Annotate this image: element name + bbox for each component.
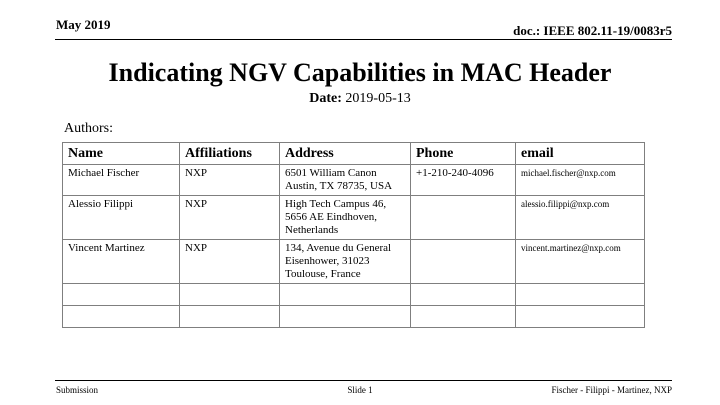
author-email: michael.fischer@nxp.com	[516, 165, 645, 196]
footer-submission: Submission	[56, 385, 99, 395]
column-header-email: email	[516, 143, 645, 165]
table-row-empty	[63, 284, 645, 306]
author-address	[280, 240, 411, 284]
author-address	[280, 196, 411, 240]
address-line: 6501 William Canon	[285, 167, 377, 179]
address-line: Netherlands	[285, 224, 339, 236]
author-phone	[411, 240, 516, 284]
table-row	[63, 240, 645, 284]
author-phone: +1-210-240-4096	[411, 165, 516, 196]
author-phone	[411, 196, 516, 240]
address-line: Eisenhower, 31023	[285, 255, 370, 267]
column-header-affiliations: Affiliations	[180, 143, 280, 165]
table-row	[63, 196, 645, 240]
address-line: 134, Avenue du General	[285, 242, 392, 254]
authors-label: Authors:	[64, 121, 113, 136]
column-header-address: Address	[280, 143, 411, 165]
footer-slide-number: Slide 1	[347, 385, 373, 395]
address-line: High Tech Campus 46,	[285, 198, 387, 210]
column-header-name: Name	[63, 143, 180, 165]
table-header-row	[63, 143, 645, 165]
footer-rule	[55, 380, 672, 381]
footer-authors: Fischer - Filippi - Martinez, NXP	[551, 385, 672, 395]
author-address	[280, 165, 411, 196]
address-line: Austin, TX 78735, USA	[285, 180, 393, 192]
author-email: alessio.filippi@nxp.com	[516, 196, 645, 240]
author-name: Michael Fischer	[63, 165, 180, 196]
address-line: 5656 AE Eindhoven,	[285, 211, 377, 223]
header-date: May 2019	[56, 17, 111, 32]
date-label: Date:	[309, 91, 342, 106]
header-doc-id: doc.: IEEE 802.11-19/0083r5	[513, 23, 672, 38]
date-value: 2019-05-13	[345, 91, 411, 106]
author-name: Vincent Martinez	[63, 240, 180, 284]
header-rule	[55, 39, 672, 40]
column-header-phone: Phone	[411, 143, 516, 165]
author-email: vincent.martinez@nxp.com	[516, 240, 645, 284]
author-affiliation: NXP	[180, 196, 280, 240]
author-name: Alessio Filippi	[63, 196, 180, 240]
table-row	[63, 165, 645, 196]
table-row-empty	[63, 306, 645, 328]
address-line: Toulouse, France	[285, 268, 361, 280]
date-line	[0, 91, 720, 107]
authors-table	[62, 142, 645, 328]
author-affiliation: NXP	[180, 240, 280, 284]
author-affiliation: NXP	[180, 165, 280, 196]
slide-title: Indicating NGV Capabilities in MAC Header	[108, 58, 612, 87]
